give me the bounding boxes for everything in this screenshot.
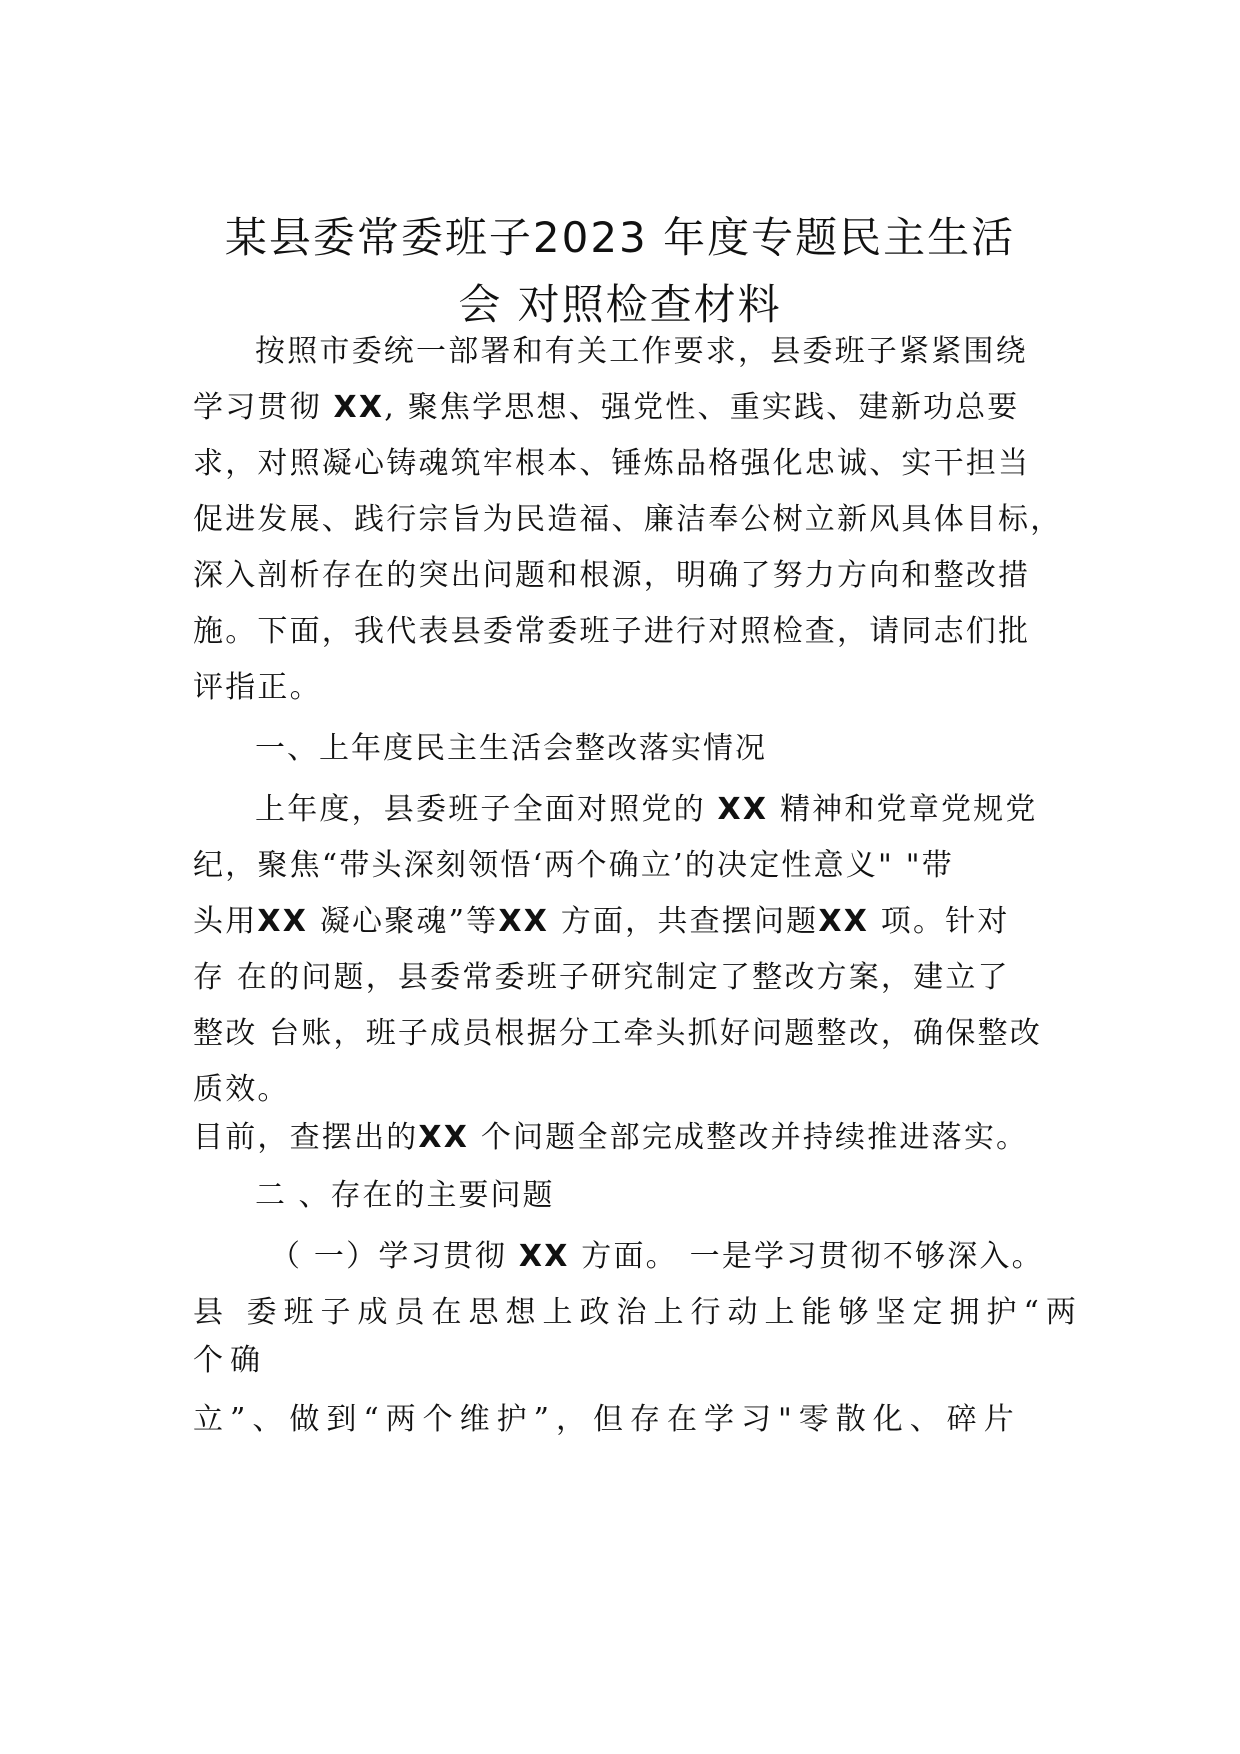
placeholder-token: XX	[418, 1120, 470, 1155]
paragraph-line: 求，对照凝心铸魂筑牢根本、锤炼品格强化忠诚、实干担当	[193, 446, 1031, 481]
paragraph-line: 头用XX 凝心聚魂”等XX 方面，共查摆问题XX 项。针对	[193, 904, 1010, 939]
placeholder-token: XX	[818, 904, 870, 939]
paragraph-line: 促进发展、践行宗旨为民造福、廉洁奉公树立新风具体目标，	[193, 502, 1063, 537]
paragraph-line: 上年度，县委班子全面对照党的 XX 精神和党章党规党	[255, 792, 1038, 827]
paragraph-line: 立”、做到“两个维护”，但存在学习"零散化、碎片	[193, 1402, 1021, 1437]
paragraph-line: （ 一）学习贯彻 XX 方面。 一是学习贯彻不够深入。	[270, 1239, 1044, 1274]
section-heading-1: 一、上年度民主生活会整改落实情况	[255, 731, 767, 766]
paragraph-line: 学习贯彻 XX, 聚焦学思想、强党性、重实践、建新功总要	[193, 390, 1020, 425]
paragraph-line: 整改 台账，班子成员根据分工牵头抓好问题整改，确保整改	[193, 1016, 1042, 1051]
document-title-line-2: 会 对照检查材料	[458, 280, 782, 329]
paragraph-line: 目前，查摆出的XX 个问题全部完成整改并持续推进落实。	[193, 1120, 1029, 1155]
paragraph-line: 深入剖析存在的突出问题和根源，明确了努力方向和整改措	[193, 558, 1031, 593]
paragraph-line: 按照市委统一部署和有关工作要求，县委班子紧紧围绕	[255, 334, 1028, 369]
placeholder-token: XX	[518, 1239, 570, 1274]
section-heading-2: 二 、存在的主要问题	[255, 1178, 555, 1213]
placeholder-token: XX	[717, 792, 769, 827]
paragraph-line: 评指正。	[193, 670, 322, 705]
placeholder-token: XX	[498, 904, 550, 939]
paragraph-line: 个确	[193, 1343, 267, 1378]
paragraph-line: 纪，聚焦“带头深刻领悟‘两个确立’的决定性意义" "带	[193, 848, 954, 883]
document-title-line-1: 某县委常委班子2023 年度专题民主生活	[224, 213, 1016, 262]
placeholder-token: XX	[333, 390, 385, 425]
placeholder-token: XX	[257, 904, 309, 939]
paragraph-line: 质效。	[193, 1072, 290, 1107]
paragraph-line: 施。下面，我代表县委常委班子进行对照检查，请同志们批	[193, 614, 1031, 649]
paragraph-line: 存 在的问题，县委常委班子研究制定了整改方案，建立了	[193, 960, 1010, 995]
paragraph-line: 县 委班子成员在思想上政治上行动上能够坚定拥护“两	[193, 1295, 1083, 1330]
